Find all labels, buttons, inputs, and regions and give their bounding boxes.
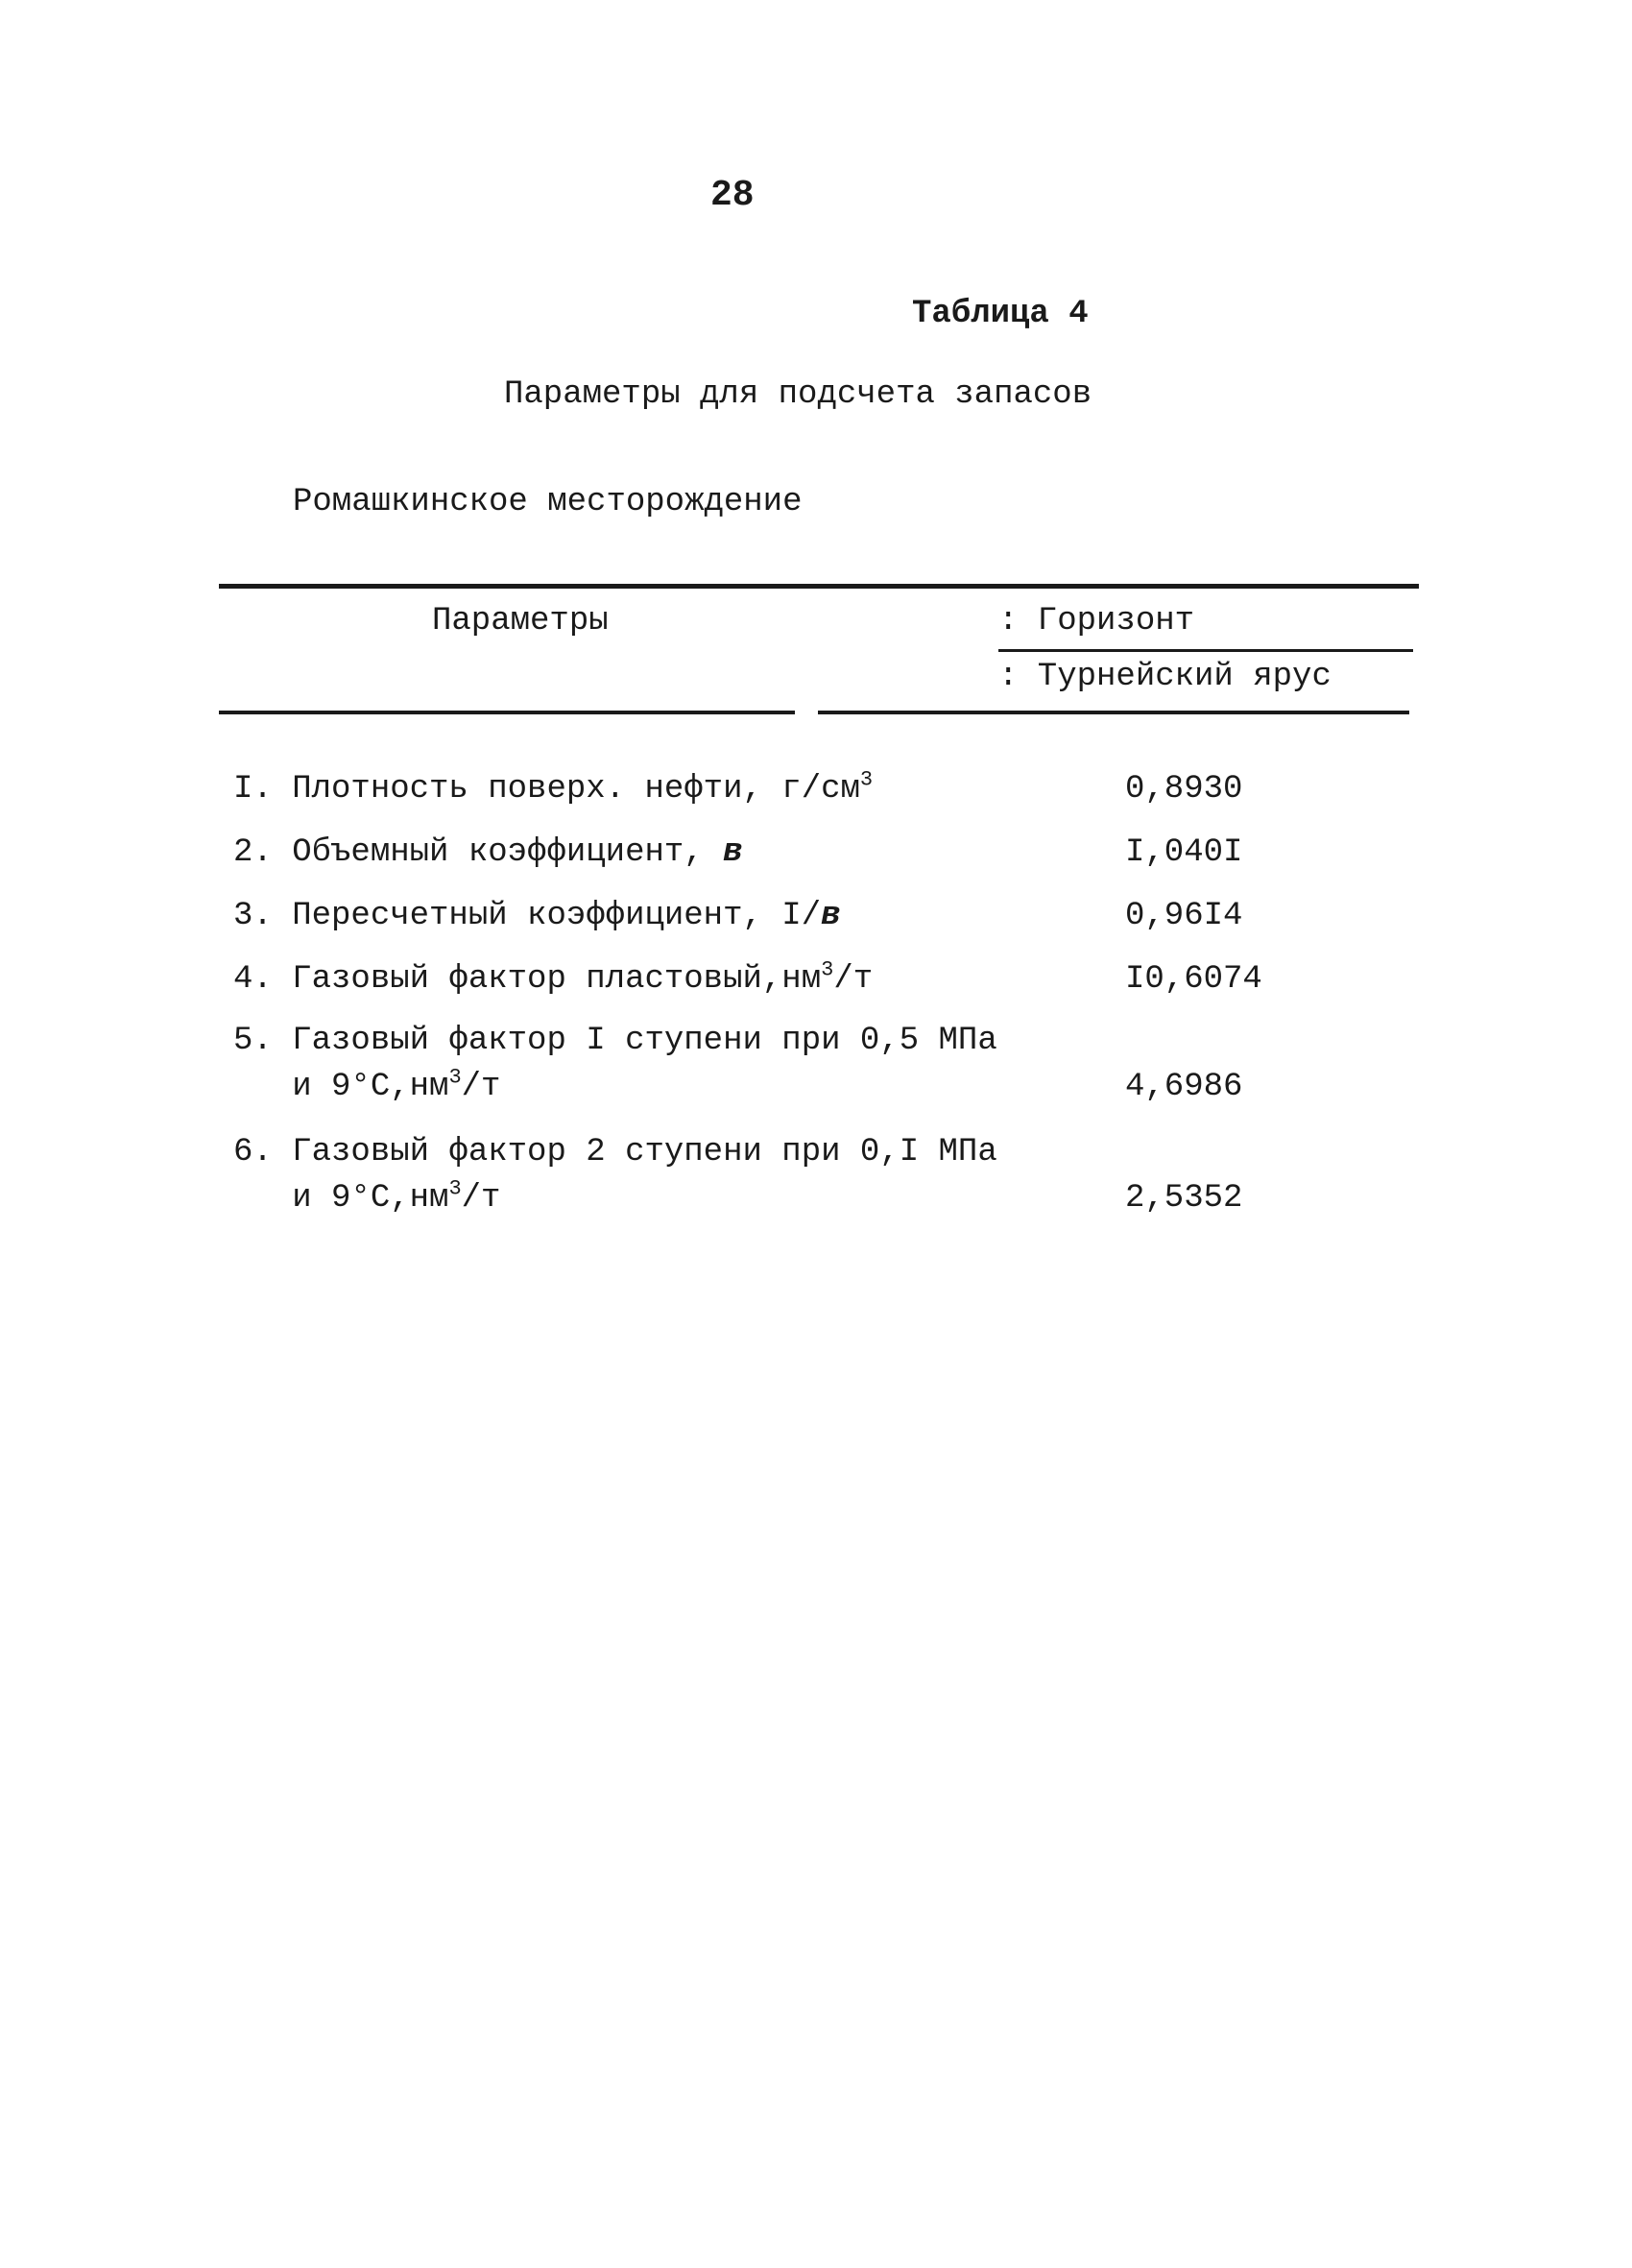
row-label: 3. Пересчетный коэффициент, I/в bbox=[233, 898, 841, 934]
row-label: I. Плотность поверх. нефти, $г/см^3$ bbox=[233, 767, 874, 808]
table-top-rule bbox=[219, 584, 1419, 589]
horizon-divider-rule bbox=[998, 649, 1413, 652]
col-horizon-subheader: : Турнейский ярус bbox=[998, 659, 1332, 695]
field-name: Ромашкинское месторождение bbox=[293, 484, 803, 520]
page-number: 28 bbox=[710, 175, 755, 216]
table-label: Таблица 4 bbox=[912, 296, 1089, 332]
row-label-continued: и $9^\circ С,нм^3/т$ bbox=[233, 1176, 501, 1217]
row-value: 4,6986 bbox=[1125, 1069, 1243, 1105]
col-horizon-header: : Горизонт bbox=[998, 603, 1195, 639]
row-value: I,040I bbox=[1125, 834, 1243, 871]
row-label-continued: и $9^\circ С,нм^3/т$ bbox=[233, 1065, 501, 1105]
row-value: 0,8930 bbox=[1125, 771, 1243, 808]
row-value: 2,5352 bbox=[1125, 1180, 1243, 1217]
header-bottom-rule-right bbox=[818, 711, 1409, 714]
row-label: 4. Газовый фактор $пластовый,нм^3/т$ bbox=[233, 957, 874, 998]
table-row bbox=[233, 1018, 997, 1110]
table-title: Параметры для подсчета запасов bbox=[504, 376, 1092, 413]
table-row bbox=[233, 830, 743, 876]
row-value: 0,96I4 bbox=[1125, 898, 1243, 934]
row-label: 6. Газовый фактор 2 ступени при 0,I МПа bbox=[233, 1134, 997, 1170]
header-bottom-rule-left bbox=[219, 711, 795, 714]
row-label: 5. Газовый фактор I ступени при 0,5 МПа bbox=[233, 1023, 997, 1059]
table-row bbox=[233, 956, 873, 1002]
table-row bbox=[233, 1129, 997, 1221]
row-value: I0,6074 bbox=[1125, 961, 1262, 998]
table-row bbox=[233, 893, 841, 939]
row-label: 2. Объемный коэффициент, в bbox=[233, 834, 743, 871]
b-symbol-icon: в bbox=[723, 834, 743, 871]
b-symbol-icon: в bbox=[821, 898, 841, 934]
table-row bbox=[233, 766, 873, 812]
col-param-header: Параметры bbox=[432, 603, 609, 639]
